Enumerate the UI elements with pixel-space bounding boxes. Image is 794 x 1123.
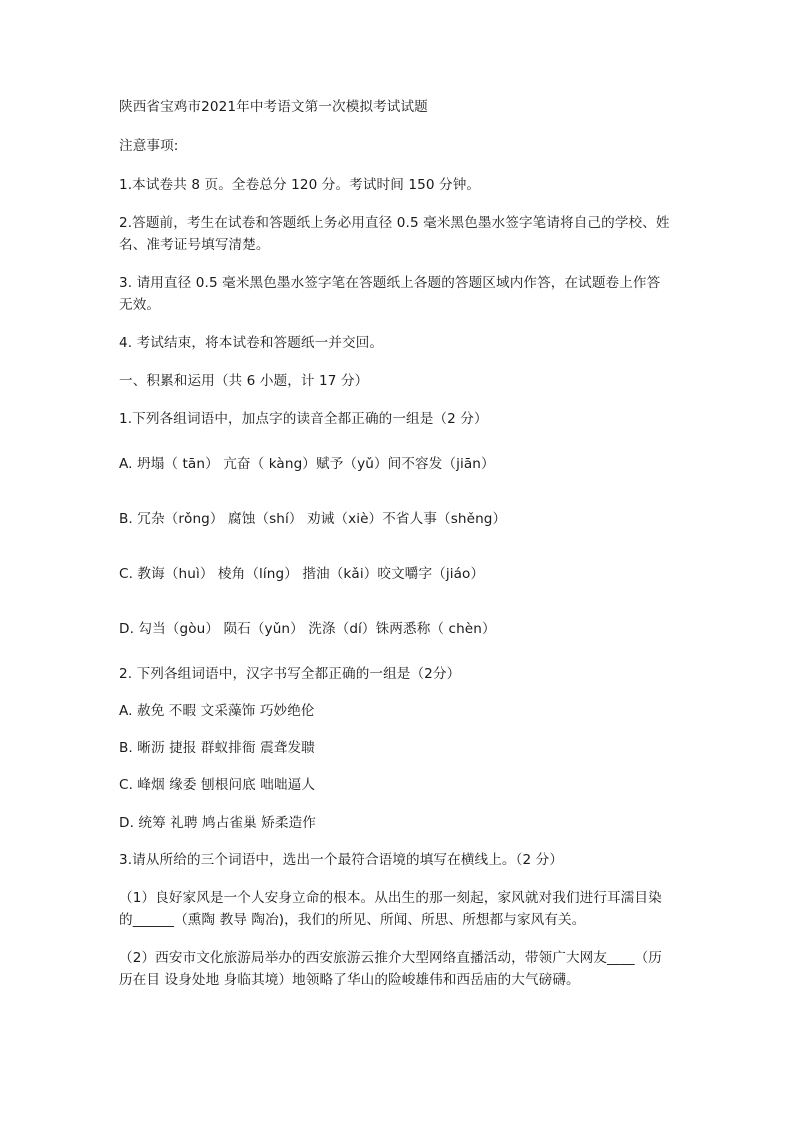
notice-2-line1: 2.答题前，考生在试卷和答题纸上务必用直径 0.5 毫米黑色墨水签字笔请将自己的学校、姓 — [119, 215, 670, 231]
q3-item2-line1: （2）西安市文化旅游局举办的西安旅游云推介大型网络直播活动，带领广大网友____（历 — [119, 950, 663, 966]
notice-1: 1.本试卷共 8 页。全卷总分 120 分。考试时间 150 分钟。 — [119, 177, 481, 193]
exam-title: 陕西省宝鸡市2021年中考语文第一次模拟考试试题 — [119, 99, 428, 115]
q1-option-b: B. 冗杂（rǒng） 腐蚀（shí） 劝诫（xiè）不省人事（shěng） — [119, 511, 507, 527]
q1-option-a: A. 坍塌（ tān） 亢奋（ kàng）赋予（yǔ）间不容发（jiān） — [119, 456, 495, 472]
notice-2-line2: 名、准考证号填写清楚。 — [119, 237, 270, 253]
notice-3-line2: 无效。 — [119, 297, 161, 313]
notice-heading: 注意事项: — [119, 138, 179, 154]
q3-item1-line2: 的______（熏陶 教导 陶冶)，我们的所见、所闻、所思、所想都与家风有关。 — [119, 912, 586, 928]
q3-stem: 3.请从所给的三个词语中，选出一个最符合语境的填写在横线上。（2 分） — [119, 852, 564, 868]
q2-option-b: B. 晰沥 捷报 群蚁排衙 震聋发聩 — [119, 740, 315, 756]
q1-option-d: D. 勾当（gòu） 陨石（yǔn） 洗涤（dí）铢两悉称（ chèn） — [119, 621, 496, 637]
section-heading: 一、积累和运用（共 6 小题，计 17 分） — [119, 373, 369, 389]
q2-stem: 2. 下列各组词语中，汉字书写全都正确的一组是（2分） — [119, 666, 461, 682]
q3-item2-line2: 历在目 设身处地 身临其境）地领略了华山的险峻雄伟和西岳庙的大气磅礴。 — [119, 972, 580, 988]
q1-stem: 1.下列各组词语中，加点字的读音全都正确的一组是（2 分） — [119, 411, 488, 427]
q3-item1-line1: （1）良好家风是一个人安身立命的根本。从出生的那一刻起，家风就对我们进行耳濡目染 — [119, 890, 662, 906]
q2-option-c: C. 峰烟 缘委 刨根问底 咄咄逼人 — [119, 777, 316, 793]
q2-option-a: A. 赦免 不暇 文采藻饰 巧妙绝伦 — [119, 703, 315, 719]
q2-option-d: D. 统筹 礼聘 鸠占雀巢 矫柔造作 — [119, 815, 316, 831]
q1-option-c: C. 教诲（huì） 棱角（líng） 揩油（kǎi）咬文嚼字（jiáo） — [119, 566, 485, 582]
notice-4: 4. 考试结束，将本试卷和答题纸一并交回。 — [119, 335, 384, 351]
notice-3-line1: 3. 请用直径 0.5 毫米黑色墨水签字笔在答题纸上各题的答题区域内作答，在试题卷上作答 — [119, 275, 661, 291]
